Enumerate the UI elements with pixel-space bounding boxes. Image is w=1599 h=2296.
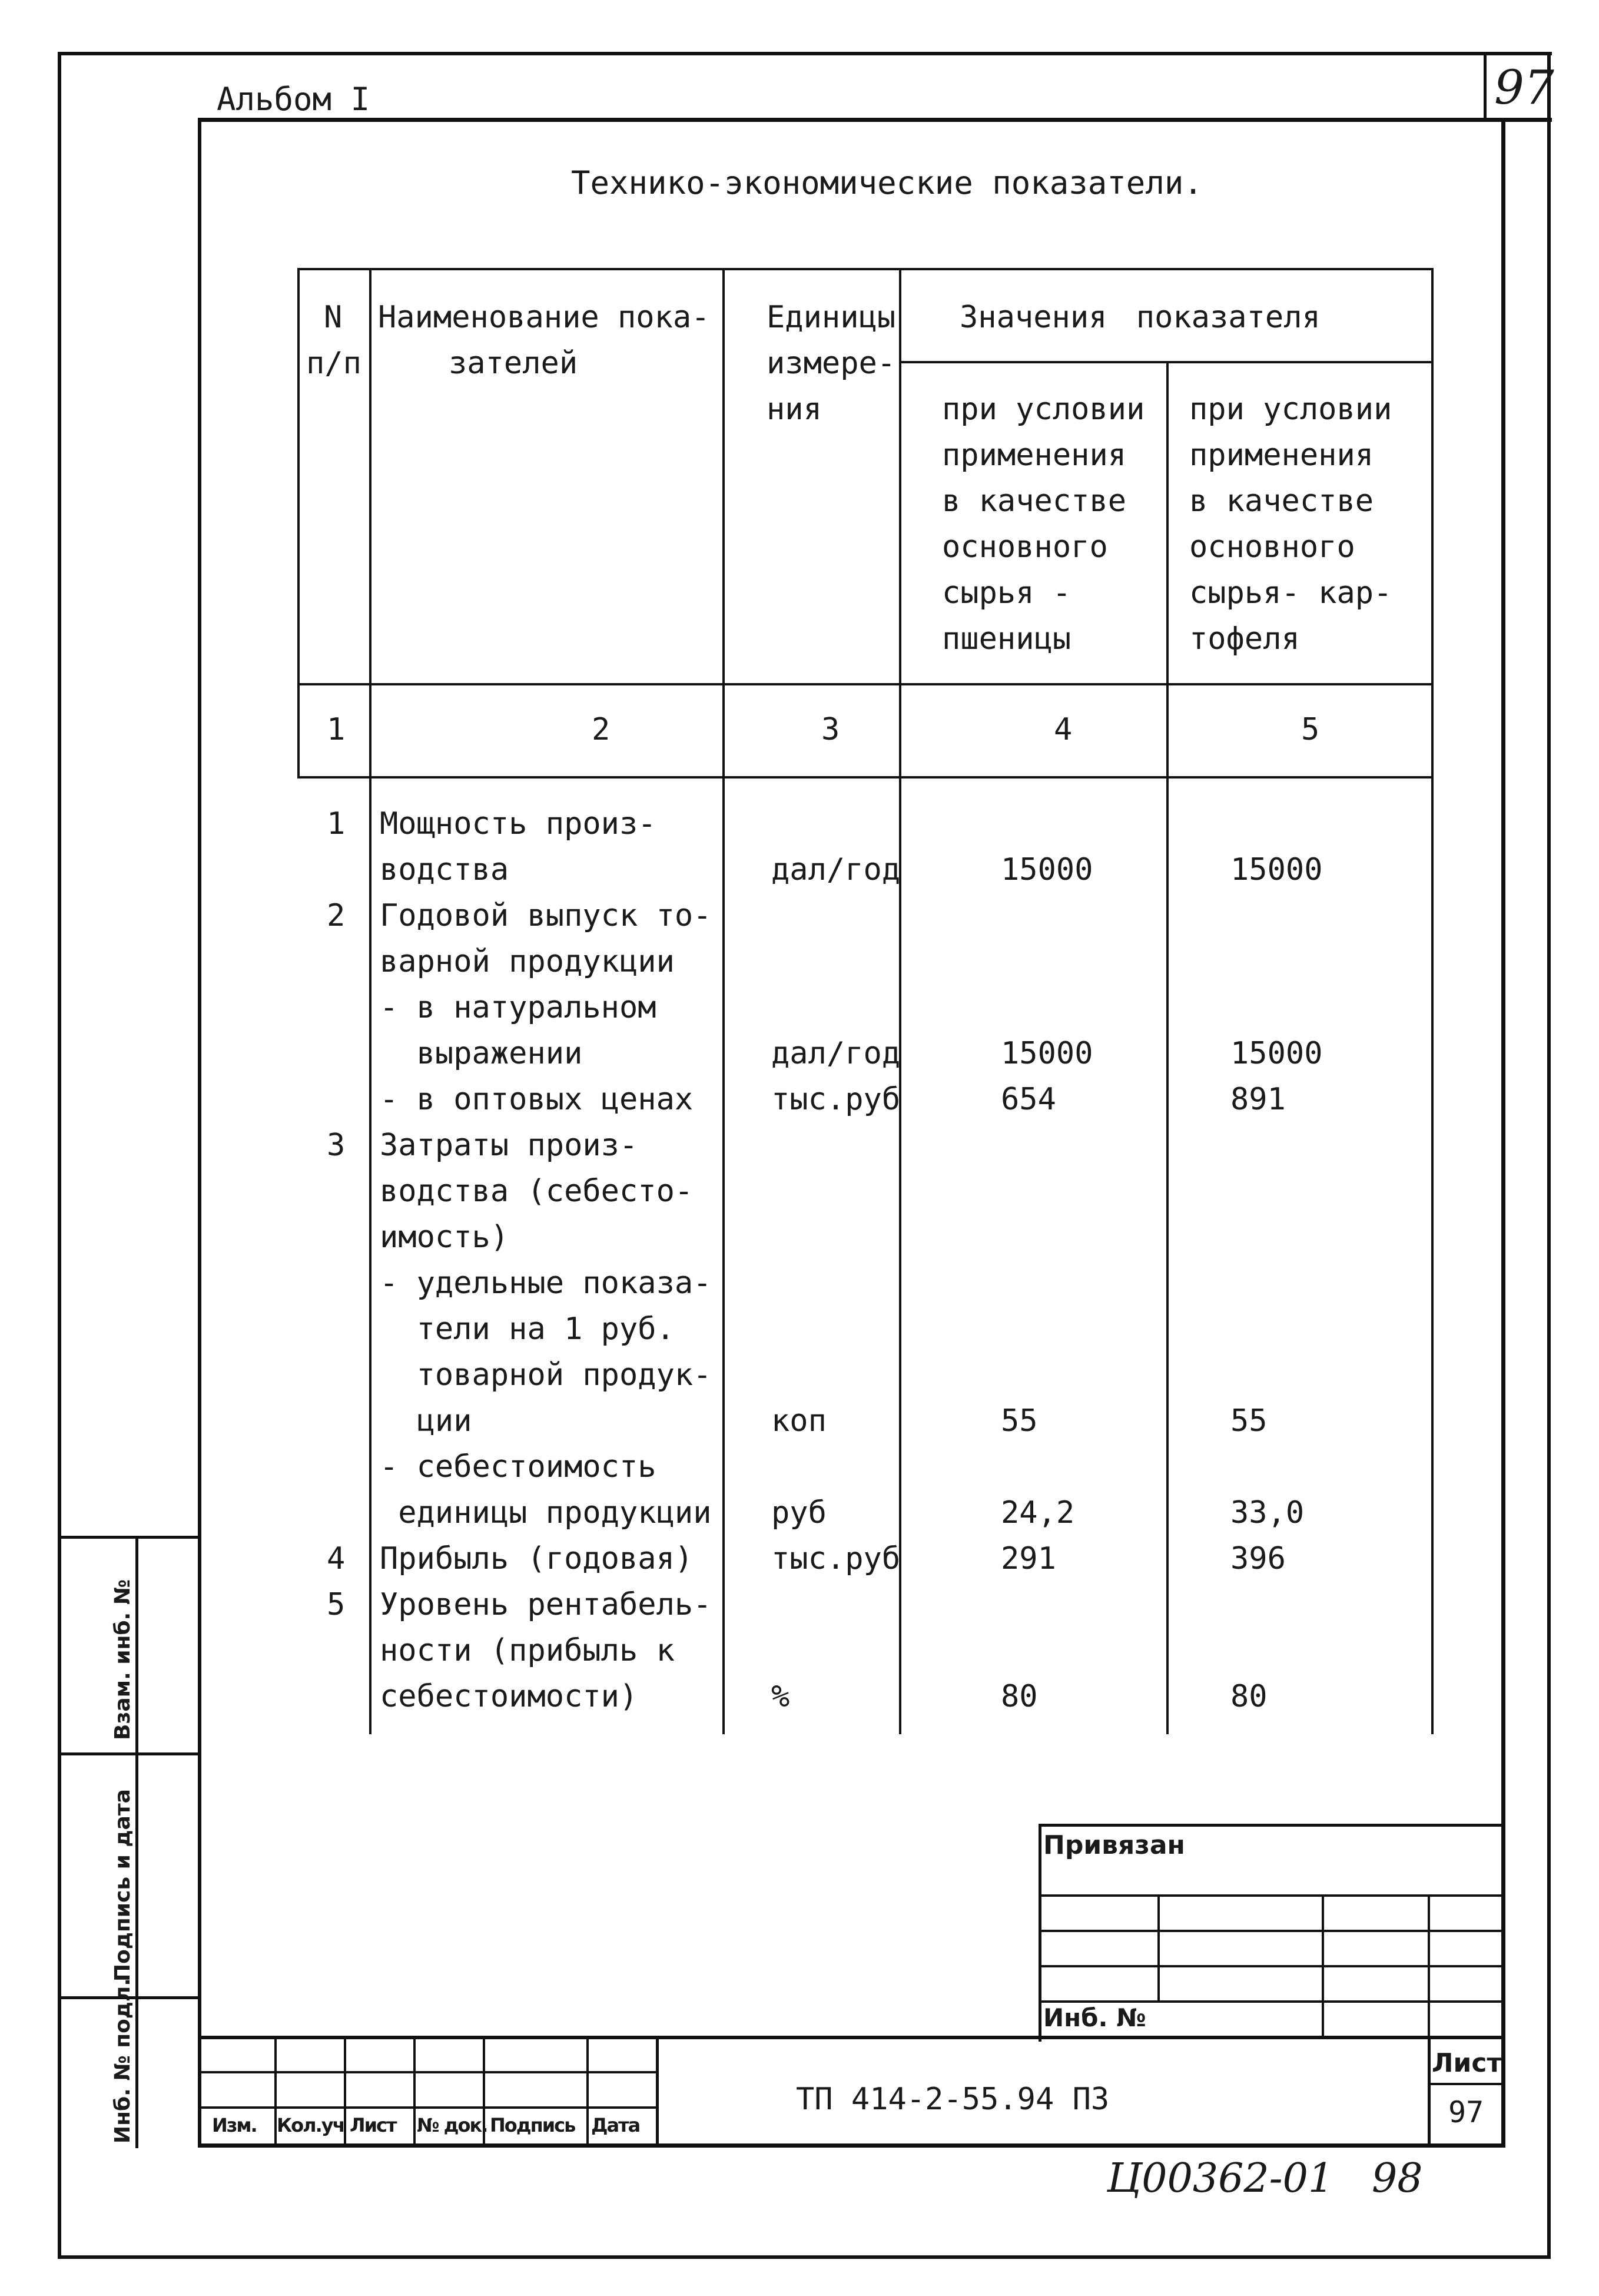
priv-row-1 (1039, 1894, 1505, 1897)
header-name-line1: Наименование пока- (378, 300, 710, 335)
priv-left (1039, 1824, 1041, 2042)
row-name: Мощность произ- (380, 806, 656, 841)
stamp-col-izm: Изм. (212, 2114, 257, 2136)
row-name: варной продукции (380, 944, 675, 979)
header-num-line2: п/п (306, 346, 361, 381)
header-num-line1: N (324, 300, 343, 335)
header-wheat-line: в качестве (942, 483, 1127, 519)
outer-frame-left (58, 52, 61, 2259)
header-potato-line: применения (1189, 438, 1374, 473)
row-number: 2 (327, 898, 346, 933)
row-name: ности (прибыль к (380, 1633, 675, 1668)
outer-frame-top (58, 52, 1552, 55)
row-unit: коп (771, 1403, 827, 1439)
inner-frame-right (1501, 118, 1505, 2147)
stamp-list-mid (1428, 2083, 1505, 2085)
row-name: водства (380, 852, 509, 887)
stamp-list-left (1428, 2036, 1431, 2148)
outer-frame-bottom (58, 2255, 1551, 2259)
table-top (297, 268, 1434, 270)
row-name: товарной продук- (380, 1357, 712, 1393)
row-value-wheat: 654 (1001, 1082, 1056, 1117)
priv-row-4 (1039, 2000, 1505, 2003)
stamp-list-label: Лист (1432, 2048, 1502, 2078)
stamp-col-6 (656, 2036, 659, 2148)
stamp-col-list: Лист (350, 2114, 396, 2136)
side-stamp-sep-1 (61, 1752, 201, 1755)
row-name: Затраты произ- (380, 1128, 638, 1163)
row-name: - удельные показа- (380, 1265, 712, 1301)
header-unit-line3: ния (767, 392, 822, 427)
col-number-2: 2 (592, 712, 611, 747)
table-col-left (297, 268, 300, 778)
stamp-col-koluch: Кол.уч (277, 2114, 344, 2136)
outer-frame-right (1547, 52, 1551, 2259)
col-number-3: 3 (821, 712, 840, 747)
header-potato-line: сырья- кар- (1189, 575, 1392, 611)
priv-row-2 (1039, 1930, 1505, 1932)
header-wheat-line: основного (942, 529, 1108, 565)
col-number-1: 1 (327, 712, 346, 747)
side-label-inv-podl: Инб. № подл. (111, 1978, 135, 2143)
row-value-potato: 80 (1230, 1679, 1268, 1714)
side-label-podpis-data: Подпись и дата (111, 1789, 135, 1982)
row-value-potato: 55 (1230, 1403, 1268, 1439)
row-name: водства (себесто- (380, 1174, 694, 1209)
header-wheat-line: сырья - (942, 575, 1071, 611)
inv-no-label: Инб. № (1043, 2003, 1146, 2032)
page-title: Технико-экономические показатели. (571, 164, 1203, 201)
header-potato-line: тофеля (1189, 621, 1300, 657)
priv-row-3 (1039, 1965, 1505, 1967)
header-unit-line1: Единицы (767, 300, 896, 335)
handwritten-archive-number: Ц00362-01 98 (1107, 2155, 1423, 2202)
table-col-right (1431, 268, 1434, 1734)
row-value-wheat: 15000 (1001, 852, 1093, 887)
side-stamp-divider (135, 1536, 138, 2148)
table-col-3 (899, 268, 901, 1734)
row-name: единицы продукции (380, 1495, 712, 1530)
header-name-line2: зателей (449, 346, 578, 381)
row-unit: тыс.руб (771, 1082, 901, 1117)
table-col-1 (369, 268, 371, 1734)
row-value-potato: 396 (1230, 1541, 1286, 1576)
privyazan-label: Привязан (1043, 1830, 1185, 1860)
album-label: Альбом I (217, 81, 370, 118)
row-name: себестоимости) (380, 1679, 638, 1714)
row-unit: дал/год (771, 1036, 901, 1071)
stamp-col-3 (413, 2036, 416, 2148)
row-name: - в оптовых ценах (380, 1082, 694, 1117)
row-name: ции (380, 1403, 472, 1439)
table-col-4 (1166, 361, 1169, 1734)
stamp-list-number: 97 (1448, 2095, 1484, 2129)
row-number: 4 (327, 1541, 346, 1576)
col-number-5: 5 (1301, 712, 1320, 747)
row-value-wheat: 15000 (1001, 1036, 1093, 1071)
side-label-vzam-inv: Взам. инб. № (111, 1579, 135, 1740)
row-name: выражении (380, 1036, 583, 1071)
header-unit-line2: измере- (767, 346, 896, 381)
row-name: имость) (380, 1220, 509, 1255)
inner-frame-bottom (198, 2143, 1505, 2148)
row-value-potato: 15000 (1230, 1036, 1323, 1071)
row-unit: руб (771, 1495, 827, 1530)
row-name: - себестоимость (380, 1449, 656, 1485)
row-number: 3 (327, 1128, 346, 1163)
priv-vcol-1 (1157, 1894, 1160, 2000)
row-name: Годовой выпуск то- (380, 898, 712, 933)
header-potato-line: основного (1189, 529, 1355, 565)
row-name: тели на 1 руб. (380, 1311, 675, 1347)
priv-vcol-2 (1322, 1894, 1324, 2036)
row-value-wheat: 24,2 (1001, 1495, 1075, 1530)
inner-frame-top (198, 118, 1552, 122)
row-name: Уровень рентабель- (380, 1587, 712, 1622)
row-value-wheat: 291 (1001, 1541, 1056, 1576)
row-value-potato: 891 (1230, 1082, 1286, 1117)
row-number: 5 (327, 1587, 346, 1622)
row-value-wheat: 55 (1001, 1403, 1038, 1439)
row-name: - в натуральном (380, 990, 656, 1025)
row-number: 1 (327, 806, 346, 841)
inner-frame-left (198, 118, 201, 2147)
stamp-col-data: Дата (591, 2114, 640, 2136)
row-unit: тыс.руб (771, 1541, 901, 1576)
table-colnum-bottom (297, 776, 1434, 778)
header-potato-line: в качестве (1189, 483, 1374, 519)
stamp-col-podpis: Подпись (490, 2114, 575, 2136)
table-header-bottom (297, 683, 1434, 685)
stamp-top (198, 2036, 1505, 2039)
col-number-4: 4 (1054, 712, 1073, 747)
header-values-group: Значения показателя (960, 300, 1321, 335)
row-unit: % (771, 1679, 790, 1714)
row-value-wheat: 80 (1001, 1679, 1038, 1714)
priv-top (1039, 1824, 1505, 1827)
row-name: Прибыль (годовая) (380, 1541, 694, 1576)
header-wheat-line: пшеницы (942, 621, 1071, 657)
corner-page-number: 97 (1494, 60, 1554, 115)
stamp-col-2 (344, 2036, 346, 2148)
header-wheat-line: при условии (942, 392, 1145, 427)
table-col-2 (722, 268, 725, 1734)
side-stamp-top (61, 1536, 201, 1539)
priv-vcol-3 (1428, 1894, 1430, 2036)
header-potato-line: при условии (1189, 392, 1392, 427)
corner-box-divider (1484, 52, 1487, 118)
row-value-potato: 15000 (1230, 852, 1323, 887)
document-designation: ТП 414-2-55.94 ПЗ (796, 2082, 1110, 2117)
row-unit: дал/год (771, 852, 901, 887)
row-value-potato: 33,0 (1230, 1495, 1305, 1530)
stamp-col-ndok: № док. (417, 2114, 487, 2136)
header-wheat-line: применения (942, 438, 1127, 473)
stamp-col-5 (586, 2036, 589, 2148)
